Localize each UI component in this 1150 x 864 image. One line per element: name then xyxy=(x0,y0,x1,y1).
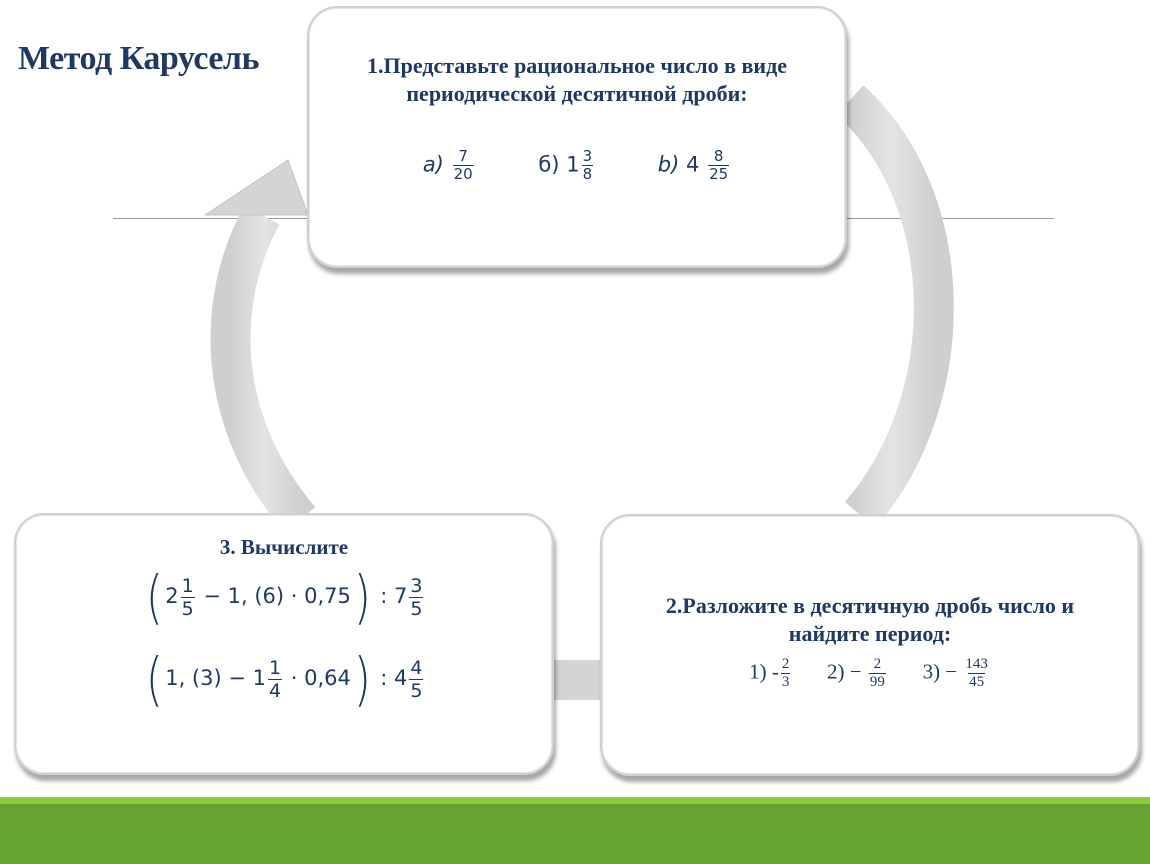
denominator: 99 xyxy=(869,674,885,690)
right-paren: ) xyxy=(353,645,371,713)
numerator: 7 xyxy=(458,147,468,165)
task-1-option-b xyxy=(538,148,595,183)
task-2-option-2 xyxy=(827,656,888,691)
numerator: 3 xyxy=(410,574,423,597)
whole-part: 2 xyxy=(165,584,179,608)
task-1-options xyxy=(309,148,845,183)
slide-title: Метод Карусель xyxy=(18,40,259,77)
denominator: 8 xyxy=(582,165,593,183)
cycle-arc-right xyxy=(850,100,934,515)
option-label: 1) - xyxy=(749,659,779,684)
task-1-option-c xyxy=(658,148,731,183)
numerator: 2 xyxy=(873,656,882,672)
task-card-2 xyxy=(600,514,1140,776)
expression-tail: : 7 xyxy=(380,584,408,608)
fraction xyxy=(268,657,282,702)
expression-1 xyxy=(16,563,552,631)
task-1-option-a xyxy=(423,148,476,183)
task-2-heading: 2.Разложите в десятичную дробь число и найдите период: xyxy=(665,593,1075,646)
option-label: a) xyxy=(422,152,444,177)
denominator: 45 xyxy=(969,674,985,690)
numerator: 3 xyxy=(582,147,593,165)
numerator: 1 xyxy=(181,574,194,597)
numerator: 143 xyxy=(965,656,988,672)
whole-part: 1 xyxy=(566,152,580,177)
expression-tail: : 4 xyxy=(380,666,408,690)
expression-middle: − 1, (6) ⋅ 0,75 xyxy=(203,584,351,608)
denominator: 25 xyxy=(709,165,729,183)
numerator: 2 xyxy=(781,656,790,672)
task-2-options xyxy=(602,656,1138,691)
task-card-3 xyxy=(14,513,554,775)
numerator: 1 xyxy=(268,656,282,679)
fraction xyxy=(181,575,195,620)
cycle-arc-left xyxy=(230,215,300,520)
denominator: 3 xyxy=(781,674,790,690)
task-2-option-3 xyxy=(923,656,991,691)
fraction xyxy=(409,575,423,620)
numerator: 8 xyxy=(713,147,724,165)
fraction xyxy=(582,148,594,183)
denominator: 5 xyxy=(410,597,423,620)
right-paren: ) xyxy=(353,563,371,631)
option-label: 3) − xyxy=(922,659,958,684)
task-card-1 xyxy=(307,6,847,268)
fraction xyxy=(453,148,474,183)
numerator: 4 xyxy=(410,656,423,679)
fraction xyxy=(708,148,729,183)
fraction xyxy=(781,656,791,691)
denominator: 20 xyxy=(453,165,473,183)
fraction xyxy=(869,656,886,691)
left-paren: ( xyxy=(145,645,163,713)
option-label: 2) − xyxy=(827,659,862,684)
option-label: б) xyxy=(538,152,560,177)
fraction xyxy=(409,657,423,702)
fraction xyxy=(964,656,989,691)
task-2-option-1 xyxy=(749,656,792,691)
denominator: 5 xyxy=(181,597,194,620)
expression-2 xyxy=(16,645,552,713)
task-3-heading: 3. Вычислите xyxy=(219,535,349,559)
footer-band xyxy=(0,797,1150,864)
denominator: 5 xyxy=(410,679,423,702)
expression-lead: 1, (3) − 1 xyxy=(165,666,266,690)
expression-middle: ⋅ 0,64 xyxy=(290,666,351,690)
task-1-heading: 1.Представьте рациональное число в виде периодической десятичной дроби: xyxy=(367,53,787,106)
denominator: 4 xyxy=(268,679,282,702)
option-label: b) xyxy=(657,152,680,177)
whole-part: 4 xyxy=(686,152,700,177)
cycle-arrowhead xyxy=(205,160,308,215)
left-paren: ( xyxy=(145,563,163,631)
